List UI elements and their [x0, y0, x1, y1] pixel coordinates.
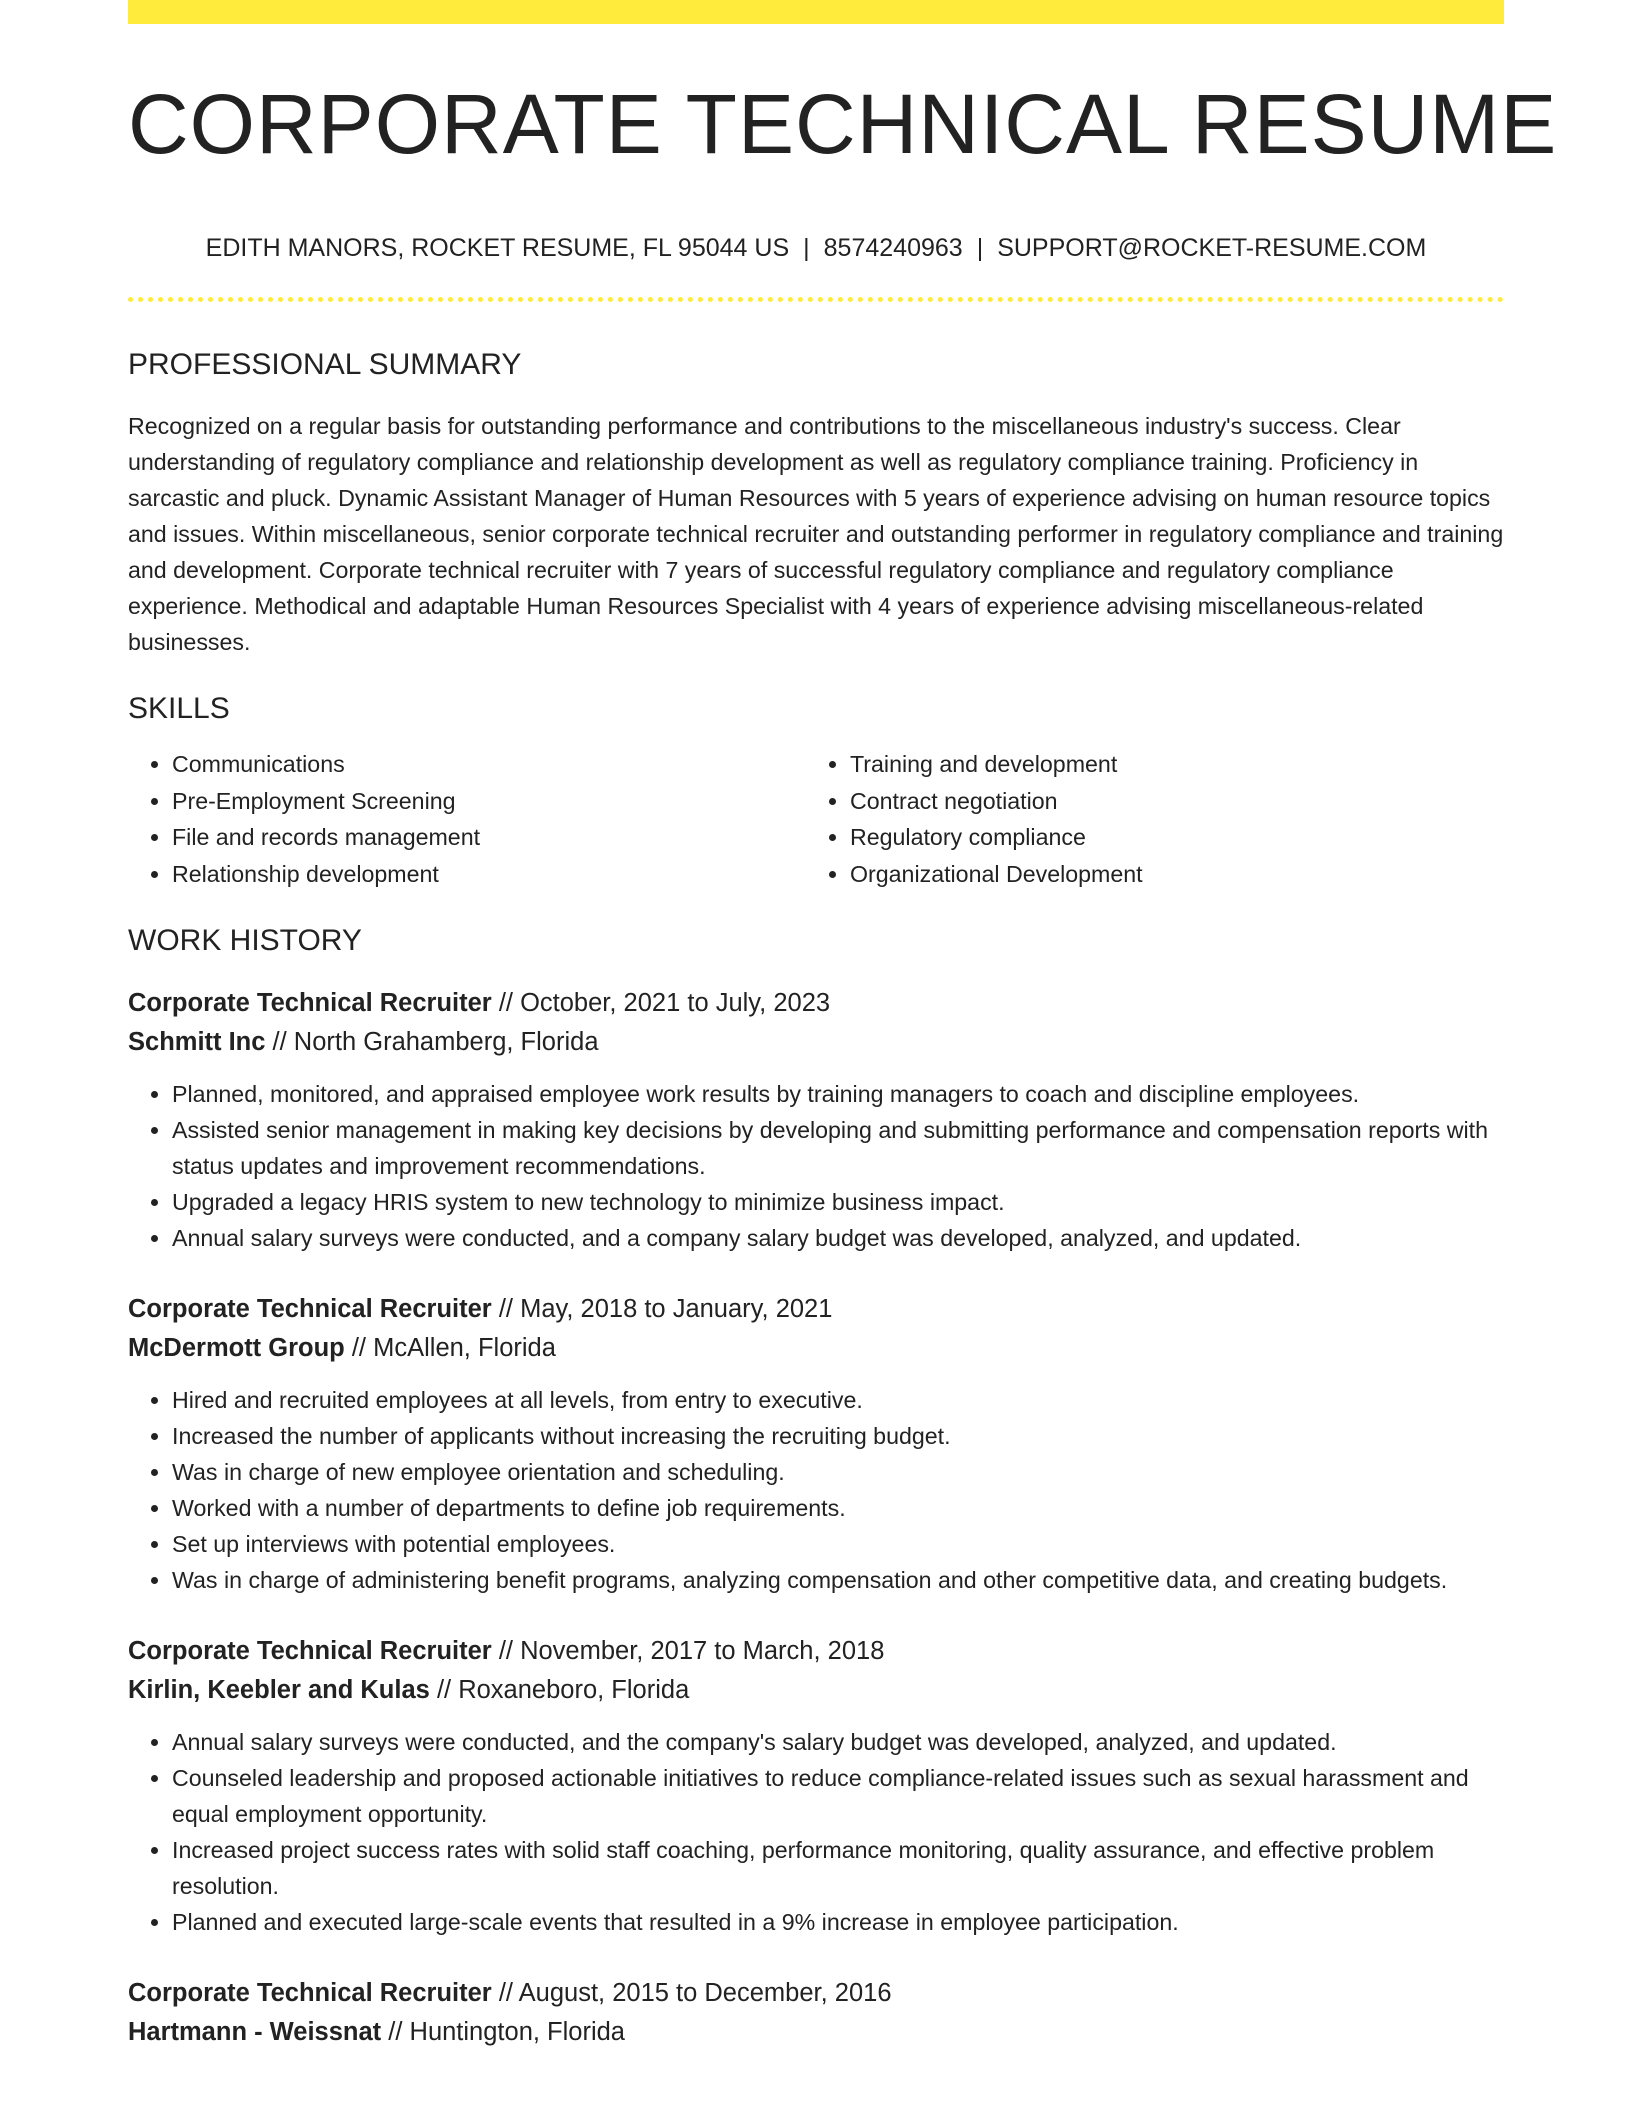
job-dates: May, 2018 to January, 2021: [520, 1295, 833, 1323]
job-bullet: • Worked with a number of departments to define job requirements.: [172, 1490, 1504, 1526]
job-separator: //: [498, 1979, 513, 2007]
job-bullets: [128, 1076, 1504, 1256]
skill-item: • Contract negotiation: [850, 783, 1504, 820]
top-accent-bar: [128, 0, 1504, 24]
job-location: Huntington, Florida: [409, 2018, 625, 2046]
job-separator: //: [498, 989, 513, 1017]
job-company-line: [128, 1671, 1504, 1710]
skill-item: • Communications: [172, 746, 806, 783]
contact-separator: |: [803, 234, 810, 262]
job-bullet: • Upgraded a legacy HRIS system to new technology to minimize business impact.: [172, 1184, 1504, 1220]
job-separator: //: [388, 2018, 403, 2046]
job-title: Corporate Technical Recruiter: [128, 1979, 492, 2007]
job-location: McAllen, Florida: [373, 1334, 556, 1362]
job-dates: August, 2015 to December, 2016: [518, 1979, 892, 2007]
skill-item: • Organizational Development: [850, 856, 1504, 893]
job-title: Corporate Technical Recruiter: [128, 1637, 492, 1665]
work-history-heading: WORK HISTORY: [128, 924, 362, 957]
contact-address: EDITH MANORS, ROCKET RESUME, FL 95044 US: [205, 234, 790, 262]
dotted-divider: [128, 297, 1504, 302]
job-dates: November, 2017 to March, 2018: [520, 1637, 885, 1665]
skill-item: • Training and development: [850, 746, 1504, 783]
skill-item: • Relationship development: [172, 856, 806, 893]
contact-email: SUPPORT@ROCKET-RESUME.COM: [997, 234, 1427, 262]
job-location: Roxaneboro, Florida: [458, 1676, 690, 1704]
job-bullet: • Counseled leadership and proposed actionable initiatives to reduce compliance-related issues such as sexual harassment and equal employment opportunity.: [172, 1760, 1504, 1832]
job-bullet: • Annual salary surveys were conducted, and the company's salary budget was developed, analyzed, and updated.: [172, 1724, 1504, 1760]
skill-item: • Pre-Employment Screening: [172, 783, 806, 820]
job-title-line: [128, 1974, 1504, 2013]
contact-separator: |: [976, 234, 984, 262]
contact-line: [128, 236, 1504, 261]
job-separator: //: [351, 1334, 367, 1362]
job-bullet: • Planned and executed large-scale events that resulted in a 9% increase in employee participation.: [172, 1904, 1504, 1940]
skills-list: [128, 746, 1504, 892]
job-entry: [128, 1974, 1504, 2052]
job-company: Hartmann - Weissnat: [128, 2018, 382, 2046]
skill-item: • File and records management: [172, 819, 806, 856]
job-dates: October, 2021 to July, 2023: [520, 989, 831, 1017]
job-bullet: • Increased project success rates with solid staff coaching, performance monitoring, quality assurance, and effective problem resolution.: [172, 1832, 1504, 1904]
job-bullets: [128, 1382, 1504, 1598]
job-bullets: [128, 1724, 1504, 1940]
resume-page: [128, 0, 1558, 2052]
job-bullet: • Was in charge of new employee orientation and scheduling.: [172, 1454, 1504, 1490]
summary-text: Recognized on a regular basis for outstanding performance and contributions to the miscellaneous industry's success. Clear understanding of regulatory compliance and relationship development as well as regulatory compliance training. Proficiency in sarcastic and pluck. Dynamic Assistant Manager of Human Resources with 5 years of experience advising on human resource topics and issues. Within miscellaneous, senior corporate technical recruiter and outstanding performer in regulatory compliance and training and development. Corporate technical recruiter with 7 years of successful regulatory compliance and regulatory compliance experience. Methodical and adaptable Human Resources Specialist with 4 years of experience advising miscellaneous-related businesses.: [128, 413, 1504, 655]
skill-item: • Regulatory compliance: [850, 819, 1504, 856]
job-company: McDermott Group: [128, 1334, 345, 1362]
job-entry: [128, 1290, 1504, 1598]
job-separator: //: [498, 1637, 513, 1665]
job-bullet: • Planned, monitored, and appraised employee work results by training managers to coach and discipline employees.: [172, 1076, 1504, 1112]
job-separator: //: [498, 1295, 513, 1323]
job-company: Kirlin, Keebler and Kulas: [128, 1676, 430, 1704]
skills-column-left: [128, 746, 806, 892]
job-title: Corporate Technical Recruiter: [128, 1295, 492, 1323]
contact-phone: 8574240963: [823, 234, 963, 262]
job-bullet: • Was in charge of administering benefit programs, analyzing compensation and other competitive data, and creating budgets.: [172, 1562, 1504, 1598]
job-separator: //: [272, 1028, 287, 1056]
job-company-line: [128, 1023, 1504, 1062]
summary-heading: PROFESSIONAL SUMMARY: [128, 348, 522, 381]
job-separator: //: [436, 1676, 452, 1704]
job-title-line: [128, 984, 1504, 1023]
job-bullet: • Annual salary surveys were conducted, and a company salary budget was developed, analyzed, and updated.: [172, 1220, 1504, 1256]
skills-heading: SKILLS: [128, 692, 230, 725]
job-bullet: • Hired and recruited employees at all levels, from entry to executive.: [172, 1382, 1504, 1418]
job-bullet: • Set up interviews with potential employees.: [172, 1526, 1504, 1562]
job-bullet: • Assisted senior management in making key decisions by developing and submitting performance and compensation reports with status updates and improvement recommendations.: [172, 1112, 1504, 1184]
job-company: Schmitt Inc: [128, 1028, 266, 1056]
job-company-line: [128, 2013, 1504, 2052]
job-bullet: • Increased the number of applicants without increasing the recruiting budget.: [172, 1418, 1504, 1454]
job-title-line: [128, 1632, 1504, 1671]
job-company-line: [128, 1329, 1504, 1368]
job-entry: [128, 1632, 1504, 1940]
job-location: North Grahamberg, Florida: [293, 1028, 599, 1056]
resume-title: CORPORATE TECHNICAL RESUME: [128, 77, 1558, 171]
job-entry: [128, 984, 1504, 1256]
job-title-line: [128, 1290, 1504, 1329]
skills-column-right: [806, 746, 1504, 892]
job-title: Corporate Technical Recruiter: [128, 989, 492, 1017]
